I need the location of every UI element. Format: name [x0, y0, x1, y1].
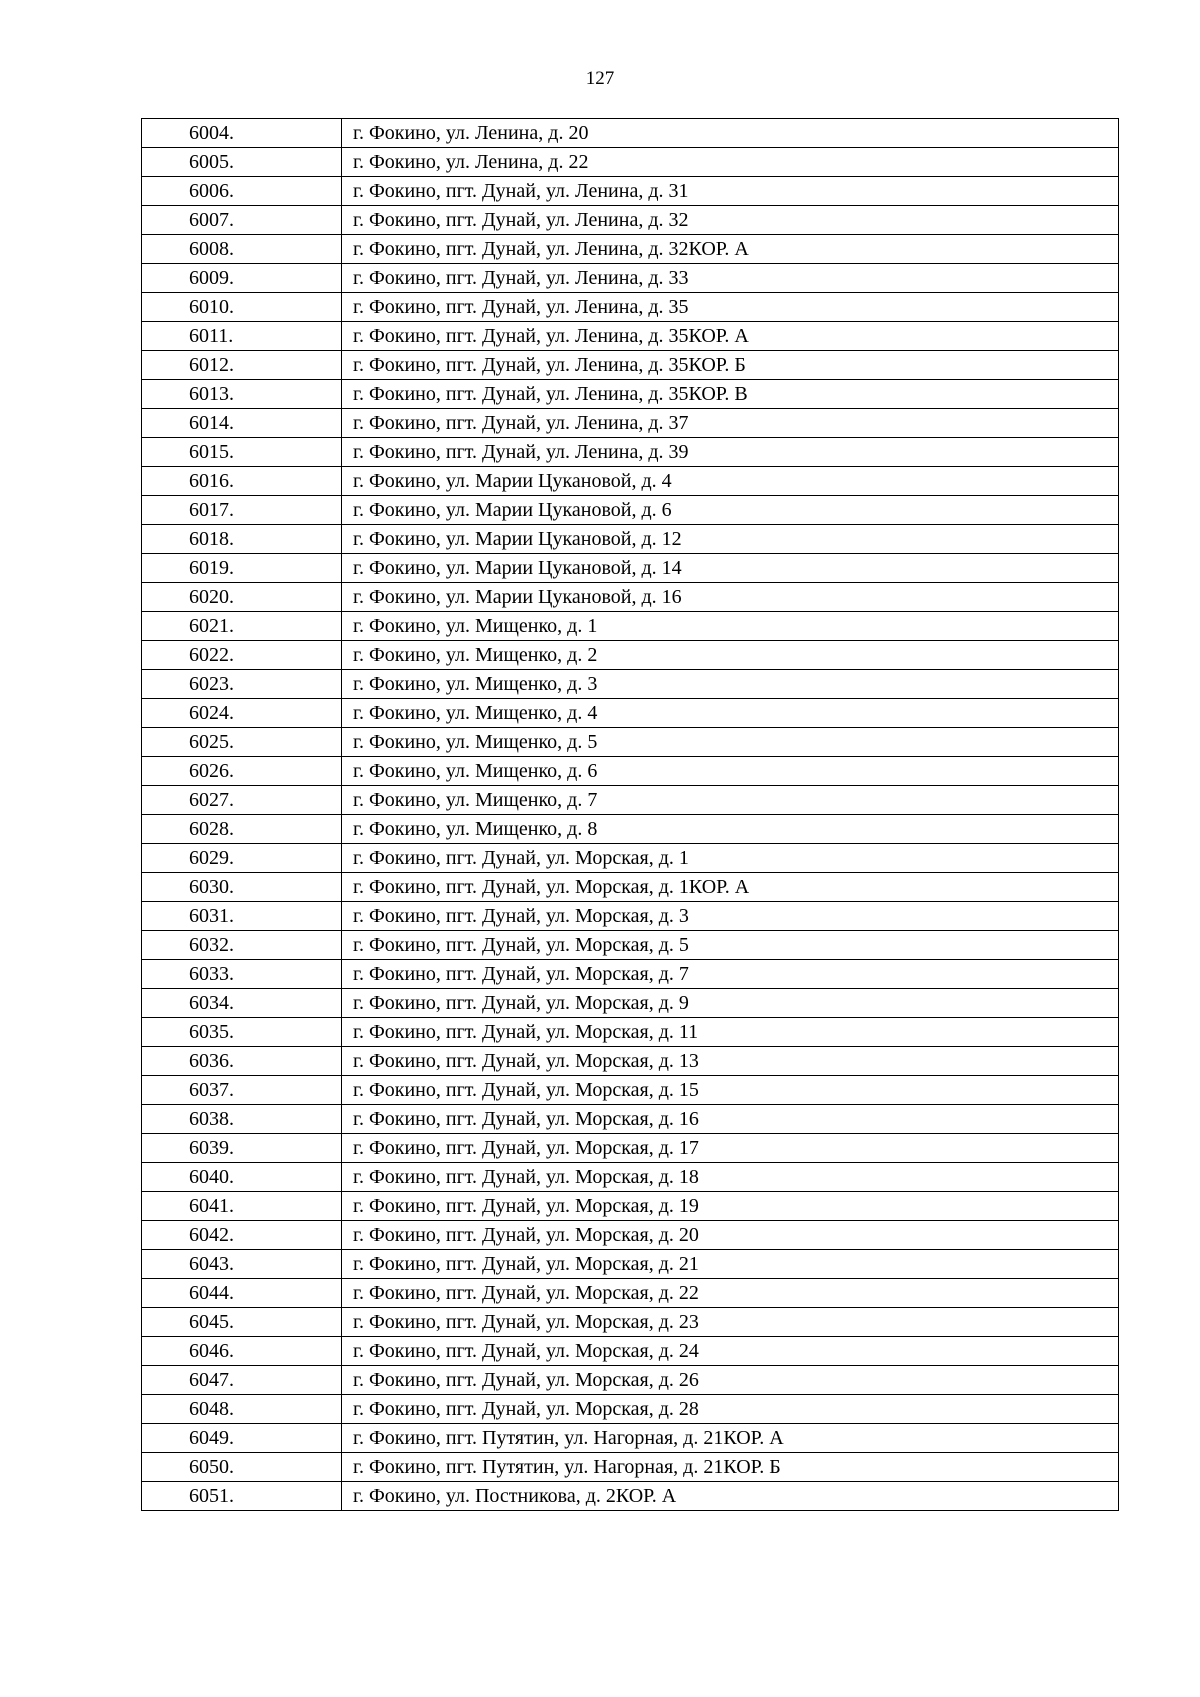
- row-number-cell: 6020.: [142, 583, 342, 612]
- address-cell: г. Фокино, пгт. Дунай, ул. Морская, д. 20: [342, 1221, 1119, 1250]
- table-row: [142, 641, 1119, 670]
- row-number-cell: 6041.: [142, 1192, 342, 1221]
- address-cell: г. Фокино, пгт. Дунай, ул. Ленина, д. 33: [342, 264, 1119, 293]
- table-row: [142, 235, 1119, 264]
- table-row: [142, 496, 1119, 525]
- table-row: [142, 989, 1119, 1018]
- address-cell: г. Фокино, пгт. Дунай, ул. Ленина, д. 35КОР. А: [342, 322, 1119, 351]
- address-cell: г. Фокино, пгт. Дунай, ул. Морская, д. 19: [342, 1192, 1119, 1221]
- address-cell: г. Фокино, пгт. Путятин, ул. Нагорная, д. 21КОР. А: [342, 1424, 1119, 1453]
- row-number-cell: 6039.: [142, 1134, 342, 1163]
- table-row: [142, 322, 1119, 351]
- table-row: [142, 612, 1119, 641]
- row-number-cell: 6033.: [142, 960, 342, 989]
- table-row: [142, 1424, 1119, 1453]
- address-cell: г. Фокино, ул. Марии Цукановой, д. 6: [342, 496, 1119, 525]
- table-row: [142, 1047, 1119, 1076]
- address-table-body: [142, 119, 1119, 1511]
- address-cell: г. Фокино, пгт. Дунай, ул. Ленина, д. 32КОР. А: [342, 235, 1119, 264]
- table-row: [142, 554, 1119, 583]
- row-number-cell: 6030.: [142, 873, 342, 902]
- address-cell: г. Фокино, пгт. Дунай, ул. Ленина, д. 32: [342, 206, 1119, 235]
- table-row: [142, 1279, 1119, 1308]
- row-number-cell: 6034.: [142, 989, 342, 1018]
- address-cell: г. Фокино, ул. Мищенко, д. 2: [342, 641, 1119, 670]
- table-row: [142, 206, 1119, 235]
- row-number-cell: 6026.: [142, 757, 342, 786]
- address-cell: г. Фокино, пгт. Дунай, ул. Морская, д. 21: [342, 1250, 1119, 1279]
- address-cell: г. Фокино, пгт. Дунай, ул. Ленина, д. 35КОР. В: [342, 380, 1119, 409]
- row-number-cell: 6038.: [142, 1105, 342, 1134]
- address-cell: г. Фокино, пгт. Дунай, ул. Морская, д. 22: [342, 1279, 1119, 1308]
- address-table: [141, 118, 1119, 1511]
- row-number-cell: 6016.: [142, 467, 342, 496]
- address-cell: г. Фокино, пгт. Путятин, ул. Нагорная, д. 21КОР. Б: [342, 1453, 1119, 1482]
- address-cell: г. Фокино, пгт. Дунай, ул. Морская, д. 18: [342, 1163, 1119, 1192]
- row-number-cell: 6043.: [142, 1250, 342, 1279]
- row-number-cell: 6013.: [142, 380, 342, 409]
- address-cell: г. Фокино, ул. Марии Цукановой, д. 14: [342, 554, 1119, 583]
- address-cell: г. Фокино, пгт. Дунай, ул. Ленина, д. 31: [342, 177, 1119, 206]
- table-row: [142, 1221, 1119, 1250]
- address-cell: г. Фокино, пгт. Дунай, ул. Морская, д. 5: [342, 931, 1119, 960]
- table-row: [142, 1453, 1119, 1482]
- address-cell: г. Фокино, ул. Ленина, д. 22: [342, 148, 1119, 177]
- row-number-cell: 6040.: [142, 1163, 342, 1192]
- table-row: [142, 757, 1119, 786]
- address-cell: г. Фокино, пгт. Дунай, ул. Морская, д. 15: [342, 1076, 1119, 1105]
- address-cell: г. Фокино, пгт. Дунай, ул. Морская, д. 11: [342, 1018, 1119, 1047]
- row-number-cell: 6006.: [142, 177, 342, 206]
- table-row: [142, 293, 1119, 322]
- address-cell: г. Фокино, пгт. Дунай, ул. Ленина, д. 35КОР. Б: [342, 351, 1119, 380]
- table-row: [142, 1482, 1119, 1511]
- table-row: [142, 380, 1119, 409]
- row-number-cell: 6036.: [142, 1047, 342, 1076]
- row-number-cell: 6004.: [142, 119, 342, 148]
- row-number-cell: 6025.: [142, 728, 342, 757]
- row-number-cell: 6048.: [142, 1395, 342, 1424]
- table-row: [142, 1163, 1119, 1192]
- table-row: [142, 1192, 1119, 1221]
- address-cell: г. Фокино, ул. Марии Цукановой, д. 12: [342, 525, 1119, 554]
- address-cell: г. Фокино, пгт. Дунай, ул. Морская, д. 16: [342, 1105, 1119, 1134]
- row-number-cell: 6014.: [142, 409, 342, 438]
- table-row: [142, 438, 1119, 467]
- table-row: [142, 1105, 1119, 1134]
- table-row: [142, 1134, 1119, 1163]
- address-cell: г. Фокино, ул. Марии Цукановой, д. 16: [342, 583, 1119, 612]
- row-number-cell: 6050.: [142, 1453, 342, 1482]
- address-cell: г. Фокино, пгт. Дунай, ул. Ленина, д. 39: [342, 438, 1119, 467]
- row-number-cell: 6044.: [142, 1279, 342, 1308]
- address-cell: г. Фокино, ул. Мищенко, д. 1: [342, 612, 1119, 641]
- address-cell: г. Фокино, пгт. Дунай, ул. Морская, д. 13: [342, 1047, 1119, 1076]
- row-number-cell: 6042.: [142, 1221, 342, 1250]
- row-number-cell: 6011.: [142, 322, 342, 351]
- table-row: [142, 844, 1119, 873]
- row-number-cell: 6046.: [142, 1337, 342, 1366]
- table-row: [142, 786, 1119, 815]
- address-cell: г. Фокино, ул. Мищенко, д. 8: [342, 815, 1119, 844]
- table-row: [142, 1018, 1119, 1047]
- row-number-cell: 6027.: [142, 786, 342, 815]
- address-cell: г. Фокино, пгт. Дунай, ул. Морская, д. 1КОР. А: [342, 873, 1119, 902]
- row-number-cell: 6010.: [142, 293, 342, 322]
- table-row: [142, 409, 1119, 438]
- address-cell: г. Фокино, пгт. Дунай, ул. Морская, д. 1: [342, 844, 1119, 873]
- row-number-cell: 6015.: [142, 438, 342, 467]
- row-number-cell: 6037.: [142, 1076, 342, 1105]
- address-cell: г. Фокино, пгт. Дунай, ул. Ленина, д. 35: [342, 293, 1119, 322]
- table-row: [142, 1366, 1119, 1395]
- address-cell: г. Фокино, ул. Мищенко, д. 6: [342, 757, 1119, 786]
- address-cell: г. Фокино, пгт. Дунай, ул. Морская, д. 23: [342, 1308, 1119, 1337]
- row-number-cell: 6007.: [142, 206, 342, 235]
- table-row: [142, 177, 1119, 206]
- table-row: [142, 699, 1119, 728]
- row-number-cell: 6005.: [142, 148, 342, 177]
- address-cell: г. Фокино, ул. Марии Цукановой, д. 4: [342, 467, 1119, 496]
- address-cell: г. Фокино, пгт. Дунай, ул. Морская, д. 26: [342, 1366, 1119, 1395]
- row-number-cell: 6018.: [142, 525, 342, 554]
- table-row: [142, 960, 1119, 989]
- address-cell: г. Фокино, пгт. Дунай, ул. Морская, д. 28: [342, 1395, 1119, 1424]
- page-number: 127: [585, 68, 615, 89]
- table-row: [142, 467, 1119, 496]
- table-row: [142, 1395, 1119, 1424]
- row-number-cell: 6022.: [142, 641, 342, 670]
- table-row: [142, 583, 1119, 612]
- table-row: [142, 264, 1119, 293]
- table-row: [142, 351, 1119, 380]
- row-number-cell: 6012.: [142, 351, 342, 380]
- address-cell: г. Фокино, ул. Мищенко, д. 5: [342, 728, 1119, 757]
- table-row: [142, 1337, 1119, 1366]
- table-row: [142, 873, 1119, 902]
- row-number-cell: 6031.: [142, 902, 342, 931]
- table-row: [142, 525, 1119, 554]
- row-number-cell: 6023.: [142, 670, 342, 699]
- address-cell: г. Фокино, пгт. Дунай, ул. Морская, д. 3: [342, 902, 1119, 931]
- row-number-cell: 6047.: [142, 1366, 342, 1395]
- row-number-cell: 6045.: [142, 1308, 342, 1337]
- table-row: [142, 670, 1119, 699]
- address-cell: г. Фокино, пгт. Дунай, ул. Морская, д. 24: [342, 1337, 1119, 1366]
- table-row: [142, 902, 1119, 931]
- address-cell: г. Фокино, пгт. Дунай, ул. Ленина, д. 37: [342, 409, 1119, 438]
- row-number-cell: 6019.: [142, 554, 342, 583]
- address-cell: г. Фокино, пгт. Дунай, ул. Морская, д. 9: [342, 989, 1119, 1018]
- table-row: [142, 1308, 1119, 1337]
- address-cell: г. Фокино, ул. Мищенко, д. 3: [342, 670, 1119, 699]
- row-number-cell: 6032.: [142, 931, 342, 960]
- table-row: [142, 1250, 1119, 1279]
- row-number-cell: 6029.: [142, 844, 342, 873]
- row-number-cell: 6017.: [142, 496, 342, 525]
- row-number-cell: 6028.: [142, 815, 342, 844]
- row-number-cell: 6049.: [142, 1424, 342, 1453]
- address-cell: г. Фокино, ул. Мищенко, д. 4: [342, 699, 1119, 728]
- row-number-cell: 6008.: [142, 235, 342, 264]
- row-number-cell: 6051.: [142, 1482, 342, 1511]
- table-row: [142, 728, 1119, 757]
- table-row: [142, 1076, 1119, 1105]
- address-cell: г. Фокино, пгт. Дунай, ул. Морская, д. 7: [342, 960, 1119, 989]
- address-cell: г. Фокино, ул. Ленина, д. 20: [342, 119, 1119, 148]
- row-number-cell: 6009.: [142, 264, 342, 293]
- address-cell: г. Фокино, ул. Постникова, д. 2КОР. А: [342, 1482, 1119, 1511]
- row-number-cell: 6021.: [142, 612, 342, 641]
- table-row: [142, 119, 1119, 148]
- row-number-cell: 6035.: [142, 1018, 342, 1047]
- address-cell: г. Фокино, пгт. Дунай, ул. Морская, д. 17: [342, 1134, 1119, 1163]
- row-number-cell: 6024.: [142, 699, 342, 728]
- table-row: [142, 815, 1119, 844]
- table-row: [142, 148, 1119, 177]
- table-row: [142, 931, 1119, 960]
- address-cell: г. Фокино, ул. Мищенко, д. 7: [342, 786, 1119, 815]
